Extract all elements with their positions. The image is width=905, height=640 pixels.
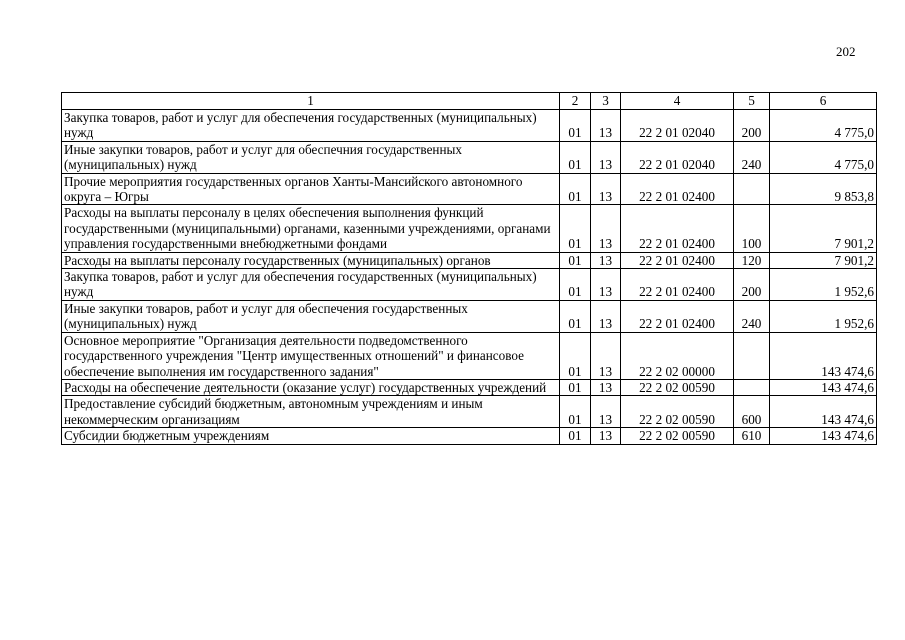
- table-row: [62, 173, 877, 205]
- table-row: [62, 269, 877, 301]
- cell-expense-type: 200: [734, 269, 770, 301]
- cell-name: Субсидии бюджетным учреждениям: [62, 428, 560, 444]
- cell-name: Закупка товаров, работ и услуг для обеспечения государственных (муниципальных) нужд: [62, 110, 560, 142]
- cell-amount: 4 775,0: [770, 141, 877, 173]
- cell-section: 01: [560, 205, 591, 252]
- cell-amount: 7 901,2: [770, 205, 877, 252]
- cell-name: Предоставление субсидий бюджетным, автономным учреждениям и иным некоммерческим организациям: [62, 396, 560, 428]
- cell-subsection: 13: [591, 332, 621, 379]
- cell-target-article: 22 2 02 00590: [621, 379, 734, 395]
- cell-expense-type: [734, 379, 770, 395]
- cell-subsection: 13: [591, 396, 621, 428]
- cell-amount: 7 901,2: [770, 252, 877, 268]
- header-cell-target-article: 4: [621, 93, 734, 110]
- cell-subsection: 13: [591, 428, 621, 444]
- table-row: [62, 252, 877, 268]
- cell-section: 01: [560, 428, 591, 444]
- cell-expense-type: 240: [734, 141, 770, 173]
- table-body: [62, 110, 877, 445]
- cell-target-article: 22 2 01 02040: [621, 110, 734, 142]
- cell-target-article: 22 2 02 00000: [621, 332, 734, 379]
- cell-name: Иные закупки товаров, работ и услуг для обеспечния государственных (муниципальных) нужд: [62, 141, 560, 173]
- cell-expense-type: 610: [734, 428, 770, 444]
- cell-amount: 1 952,6: [770, 300, 877, 332]
- cell-name: Расходы на выплаты персоналу в целях обеспечения выполнения функций государственными (муниципальными) органами, казенными учреждениями, органами управления государственными внебюджетными фондами: [62, 205, 560, 252]
- cell-amount: 143 474,6: [770, 428, 877, 444]
- cell-section: 01: [560, 269, 591, 301]
- cell-name: Расходы на обеспечение деятельности (оказание услуг) государственных учреждений: [62, 379, 560, 395]
- cell-expense-type: 600: [734, 396, 770, 428]
- cell-subsection: 13: [591, 269, 621, 301]
- cell-target-article: 22 2 01 02400: [621, 205, 734, 252]
- cell-name: Иные закупки товаров, работ и услуг для обеспечения государственных (муниципальных) нужд: [62, 300, 560, 332]
- header-cell-section: 2: [560, 93, 591, 110]
- cell-section: 01: [560, 173, 591, 205]
- table-row: [62, 141, 877, 173]
- cell-target-article: 22 2 01 02400: [621, 300, 734, 332]
- cell-section: 01: [560, 141, 591, 173]
- cell-amount: 1 952,6: [770, 269, 877, 301]
- cell-target-article: 22 2 01 02040: [621, 141, 734, 173]
- cell-amount: 9 853,8: [770, 173, 877, 205]
- cell-subsection: 13: [591, 141, 621, 173]
- table-row: [62, 428, 877, 444]
- table-row: [62, 379, 877, 395]
- cell-name: Закупка товаров, работ и услуг для обеспечения государственных (муниципальных) нужд: [62, 269, 560, 301]
- cell-expense-type: 120: [734, 252, 770, 268]
- cell-expense-type: 240: [734, 300, 770, 332]
- cell-subsection: 13: [591, 205, 621, 252]
- cell-amount: 4 775,0: [770, 110, 877, 142]
- cell-subsection: 13: [591, 300, 621, 332]
- cell-name: Расходы на выплаты персоналу государственных (муниципальных) органов: [62, 252, 560, 268]
- header-cell-subsection: 3: [591, 93, 621, 110]
- cell-section: 01: [560, 379, 591, 395]
- table-row: [62, 205, 877, 252]
- table-row: [62, 110, 877, 142]
- cell-section: 01: [560, 300, 591, 332]
- cell-subsection: 13: [591, 252, 621, 268]
- cell-amount: 143 474,6: [770, 379, 877, 395]
- cell-amount: 143 474,6: [770, 332, 877, 379]
- cell-section: 01: [560, 396, 591, 428]
- cell-expense-type: 100: [734, 205, 770, 252]
- cell-target-article: 22 2 01 02400: [621, 269, 734, 301]
- page-number: 202: [836, 44, 856, 59]
- header-row: [62, 93, 877, 110]
- cell-name: Прочие мероприятия государственных органов Ханты-Мансийского автономного округа – Югры: [62, 173, 560, 205]
- cell-section: 01: [560, 110, 591, 142]
- cell-expense-type: 200: [734, 110, 770, 142]
- cell-section: 01: [560, 332, 591, 379]
- cell-section: 01: [560, 252, 591, 268]
- cell-target-article: 22 2 02 00590: [621, 428, 734, 444]
- header-cell-expense-type: 5: [734, 93, 770, 110]
- table-row: [62, 396, 877, 428]
- cell-subsection: 13: [591, 110, 621, 142]
- table-row: [62, 332, 877, 379]
- cell-subsection: 13: [591, 379, 621, 395]
- table-row: [62, 300, 877, 332]
- cell-target-article: 22 2 01 02400: [621, 252, 734, 268]
- cell-expense-type: [734, 173, 770, 205]
- cell-expense-type: [734, 332, 770, 379]
- cell-target-article: 22 2 01 02400: [621, 173, 734, 205]
- cell-subsection: 13: [591, 173, 621, 205]
- header-cell-name: 1: [62, 93, 560, 110]
- cell-amount: 143 474,6: [770, 396, 877, 428]
- budget-table: [61, 92, 877, 445]
- cell-name: Основное мероприятие "Организация деятельности подведомственного государственного учреждения "Центр имущественных отношений" и финансовое обеспечение выполнения им государственного задания": [62, 332, 560, 379]
- header-cell-amount: 6: [770, 93, 877, 110]
- cell-target-article: 22 2 02 00590: [621, 396, 734, 428]
